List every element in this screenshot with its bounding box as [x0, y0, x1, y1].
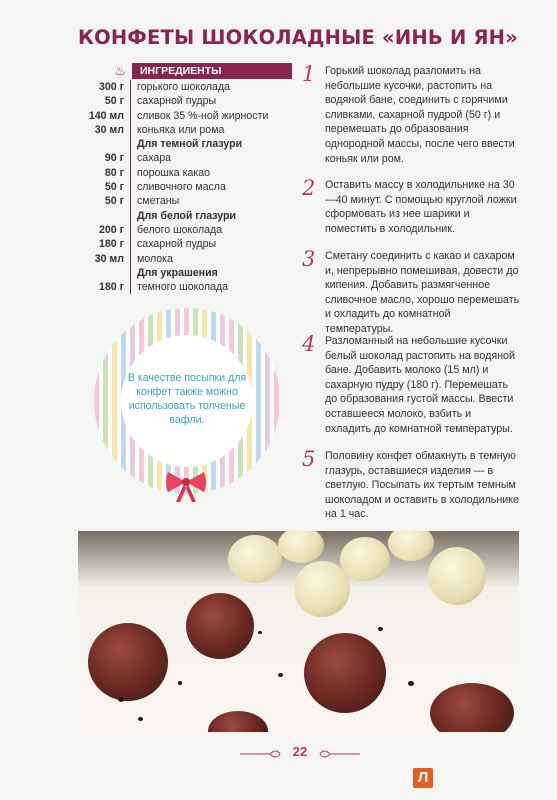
step-text: Горький шоколад разломить на небольшие кусочки, растопить на водяной бане, соединить с горячими сливками, сахарной пудрой (50 г) и перемешать до образования однородной массы, после чего ввести коньяк или ром. [325, 65, 515, 165]
ingredient-qty: 30 мл [80, 123, 131, 137]
ingredient-name: коньяка или рома [137, 123, 225, 136]
ingredient-qty: 50 г [80, 94, 131, 108]
ingredient-row [80, 109, 292, 123]
step-5 [302, 449, 520, 522]
ingredient-name: Для украшения [137, 266, 218, 279]
ingredient-name: сахарной пудры [137, 95, 217, 108]
step-2 [302, 178, 520, 236]
ingredient-qty: 80 г [80, 166, 131, 180]
ingredient-subheading [80, 209, 292, 223]
ingredient-row [80, 123, 292, 137]
ingredient-qty: 30 мл [80, 252, 131, 266]
ingredient-row [80, 180, 292, 194]
ingredient-qty: 300 г [80, 80, 131, 94]
page-title: КОНФЕТЫ ШОКОЛАДНЫЕ «ИНЬ И ЯН» [78, 26, 518, 49]
ingredient-row [80, 252, 292, 266]
ingredient-row [80, 237, 292, 251]
step-4 [302, 334, 520, 436]
ingredient-qty [80, 266, 131, 280]
tip-text: В качестве посыпки для конфет также можно использовать толченые вафли. [127, 372, 247, 426]
ingredients-table [80, 80, 292, 294]
ingredients-header [80, 62, 292, 80]
ingredient-name: молока [137, 252, 173, 265]
step-number: 2 [302, 176, 316, 200]
step-1 [302, 64, 520, 166]
step-number: 1 [302, 62, 316, 86]
ingredient-name: темного шоколада [137, 281, 229, 294]
ingredient-subheading [80, 266, 292, 280]
step-text: Оставить массу в холодильнике на 30—40 минут. С помощью круглой ложки сформовать из нее шарики и поместить в холодильник. [325, 179, 517, 235]
ingredient-name: сахарной пудры [137, 238, 217, 251]
bow-icon [164, 468, 208, 504]
ingredient-name: сахара [137, 152, 172, 165]
ingredient-row [80, 166, 292, 180]
ingredient-row [80, 280, 292, 294]
ingredient-row [80, 151, 292, 165]
step-number: 3 [302, 247, 316, 271]
ingredient-row [80, 223, 292, 237]
ingredient-name: сметаны [137, 195, 180, 208]
right-ornament-icon [318, 748, 360, 760]
ingredient-qty: 200 г [80, 223, 131, 237]
ingredient-name: порошка какао [137, 166, 211, 179]
ingredient-subheading [80, 137, 292, 151]
publisher-logo: Л [413, 768, 433, 788]
ingredient-name: Для темной глазури [137, 138, 243, 151]
ingredient-qty: 90 г [80, 151, 131, 165]
ingredient-qty [80, 137, 131, 151]
ingredient-row [80, 194, 292, 208]
step-text: Сметану соединить с какао и сахаром и, непрерывно помешивая, довести до кипения. Добавить размягченное сливочное масло, хорошо перемешать и охладить до комнатной температуры. [325, 250, 520, 335]
ingredients-header-label: ИНГРЕДИЕНТЫ [132, 63, 292, 79]
ingredient-qty [80, 209, 131, 223]
step-text: Половину конфет обмакнуть в темную глазурь, оставшиеся изделия — в светлую. Посыпать их тертым темным шоколадом и оставить в холодильнике на 1 час. [325, 450, 519, 521]
ingredient-name: горького шоколада [137, 81, 230, 93]
step-3 [302, 249, 520, 337]
page-footer [0, 744, 557, 764]
step-number: 4 [302, 332, 316, 356]
ingredient-name: белого шоколада [137, 223, 223, 236]
candies-photo [78, 531, 519, 732]
left-ornament-icon [240, 748, 282, 760]
ingredient-row [80, 94, 292, 108]
ingredient-qty: 50 г [80, 194, 131, 208]
step-text: Разломанный на небольшие кусочки белый шоколад растопить на водяной бане. Добавить молоко (15 мл) и сахарную пудру (180 г). Перемешать до образования густой массы. Ввести оставшееся молоко, взбить и охладить до комнатной температуры. [325, 335, 515, 435]
ingredient-name: сливок 35 %-ной жирности [137, 109, 269, 122]
page-number: 22 [292, 744, 308, 759]
ingredient-qty: 180 г [80, 237, 131, 251]
ingredient-qty: 140 мл [80, 109, 131, 123]
ingredient-qty: 180 г [80, 280, 131, 294]
ingredient-row [80, 80, 292, 94]
ingredient-qty: 50 г [80, 180, 131, 194]
step-number: 5 [302, 447, 316, 471]
ingredient-name: Для белой глазури [137, 209, 236, 222]
cooking-pot-icon: ♨ [114, 63, 126, 78]
ingredient-name: сливочного масла [137, 181, 226, 194]
